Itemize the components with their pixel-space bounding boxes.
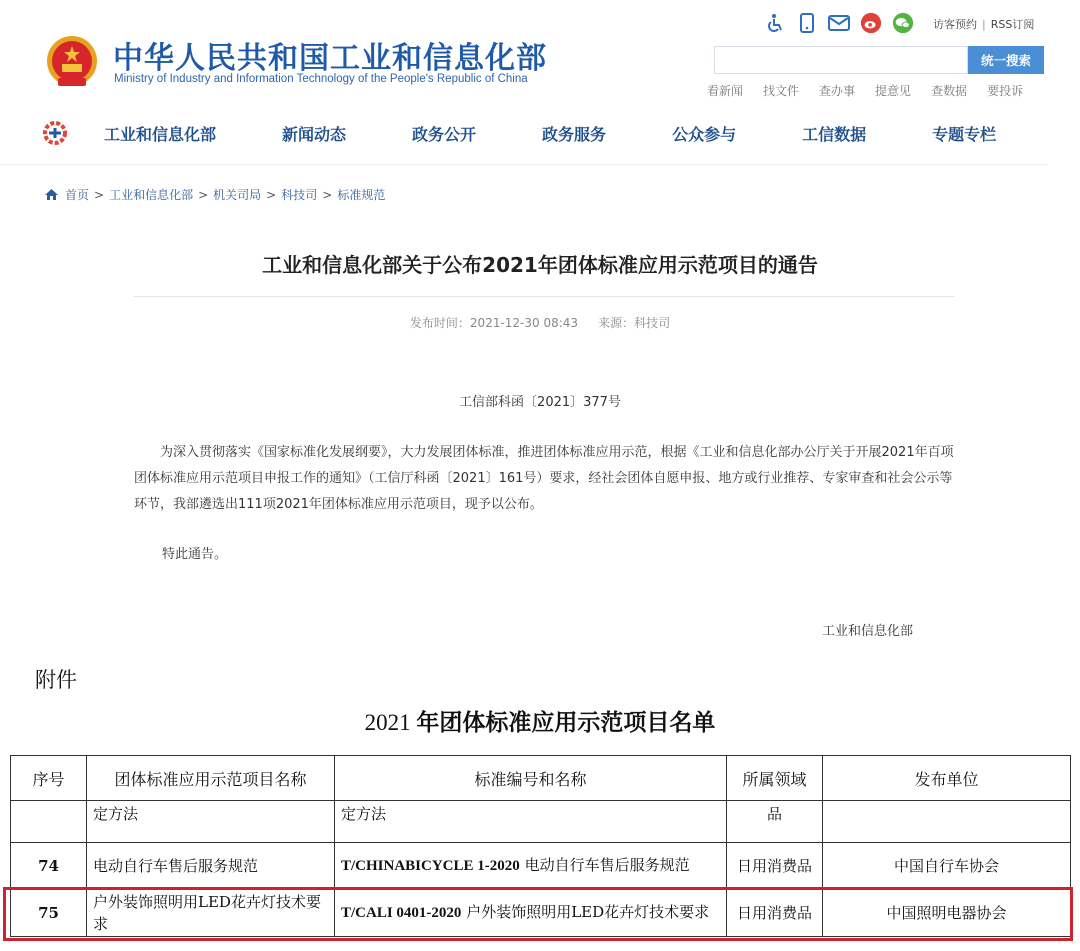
row-number: 74	[11, 843, 87, 889]
quick-links	[707, 82, 1023, 99]
breadcrumb-separator: >	[198, 187, 209, 202]
quick-link-feedback[interactable]: 提意见	[875, 84, 912, 98]
nav-item-news[interactable]: 新闻动态	[282, 125, 347, 144]
breadcrumb-separator: >	[322, 187, 333, 202]
row-standard-name: 定方法	[341, 805, 387, 823]
top-icon-bar	[764, 10, 924, 36]
table-row	[11, 843, 1071, 889]
quick-link-news[interactable]: 看新闻	[707, 84, 744, 98]
source: 科技司	[634, 316, 671, 330]
quick-link-services[interactable]: 查办事	[819, 84, 856, 98]
header-field: 所属领域	[727, 756, 823, 801]
row-standard-name: 电动自行车售后服务规范	[524, 856, 690, 874]
rss-link[interactable]: RSS订阅	[990, 18, 1035, 31]
title-divider	[134, 296, 954, 297]
document-number: 工信部科函〔2021〕377号	[459, 395, 621, 410]
mobile-icon[interactable]	[796, 12, 818, 34]
breadcrumb-standards[interactable]: 标准规范	[337, 188, 386, 202]
row-standard	[335, 889, 727, 937]
publish-label: 发布时间：	[409, 316, 470, 330]
header-number: 序号	[11, 756, 87, 801]
article-body: 为深入贯彻落实《国家标准化发展纲要》，大力发展团体标准，推进团体标准应用示范，根据《工业和信息化部办公厅关于开展2021年百项团体标准应用示范项目申报工作的通知》（工信厅科函〔2021〕161号）要求，经社会团体自愿申报、地方或行业推荐、专家审查和社会公示等环节，我部遴选出111项2021年团体标准应用示范项目，现予以公布。	[134, 445, 954, 512]
nav-item-gov-services[interactable]: 政务服务	[542, 125, 607, 144]
breadcrumb-departments[interactable]: 机关司局	[213, 188, 262, 202]
row-number: 75	[11, 889, 87, 937]
mail-icon[interactable]	[828, 12, 850, 34]
home-icon[interactable]	[44, 188, 59, 201]
quick-link-complaint[interactable]: 要投诉	[987, 84, 1024, 98]
attachment-label: 附件	[35, 668, 77, 692]
ministry-logo-icon[interactable]	[42, 120, 68, 146]
row-field: 品	[727, 801, 823, 843]
row-project-name: 电动自行车售后服务规范	[87, 843, 335, 889]
main-nav	[0, 110, 1048, 154]
attachment-title-text: 年团体标准应用示范项目名单	[416, 710, 716, 736]
row-number	[11, 801, 87, 843]
attachment-title-year: 2021	[364, 710, 411, 735]
visitor-appointment-link[interactable]: 访客预约	[933, 18, 977, 31]
nav-item-data[interactable]: 工信数据	[802, 125, 867, 144]
breadcrumb	[44, 186, 385, 203]
row-publisher: 中国照明电器协会	[823, 889, 1071, 937]
article-title: 工业和信息化部关于公布2021年团体标准应用示范项目的通告	[262, 253, 818, 277]
quick-link-data[interactable]: 查数据	[931, 84, 968, 98]
breadcrumb-ministry[interactable]: 工业和信息化部	[109, 188, 194, 202]
row-publisher: 中国自行车协会	[823, 843, 1071, 889]
source-label: 来源：	[598, 316, 635, 330]
row-field: 日用消费品	[727, 843, 823, 889]
accessibility-icon[interactable]	[764, 12, 786, 34]
attachment-title	[0, 704, 1080, 737]
row-project-name: 定方法	[87, 801, 335, 843]
row-standard-name: 户外装饰照明用LED花卉灯技术要求	[466, 903, 710, 921]
row-standard-code: T/CHINABICYCLE 1-2020	[341, 858, 520, 874]
search-button[interactable]: 统一搜索	[968, 46, 1044, 74]
table-header-row	[11, 756, 1071, 801]
national-emblem-icon	[44, 34, 100, 92]
header-publisher: 发布单位	[823, 756, 1071, 801]
nav-item-gov-affairs[interactable]: 政务公开	[412, 125, 477, 144]
row-publisher	[823, 801, 1071, 843]
site-header	[0, 0, 1048, 165]
table-row	[11, 801, 1071, 843]
breadcrumb-home[interactable]: 首页	[65, 188, 90, 202]
row-standard-code: T/CALI 0401-2020	[341, 905, 462, 921]
standards-table	[10, 755, 1071, 937]
header-project-name: 团体标准应用示范项目名称	[87, 756, 335, 801]
article-meta	[0, 314, 1080, 331]
row-standard	[335, 801, 727, 843]
table-row-highlighted	[11, 889, 1071, 937]
site-subtitle: Ministry of Industry and Information Technology of the People's Republic of China	[114, 73, 528, 85]
header-standard-code: 标准编号和名称	[335, 756, 727, 801]
row-project-name: 户外装饰照明用LED花卉灯技术要求	[87, 889, 335, 937]
nav-item-public-participation[interactable]: 公众参与	[672, 125, 737, 144]
row-standard	[335, 843, 727, 889]
closing-text: 特此通告。	[162, 547, 228, 562]
breadcrumb-separator: >	[266, 187, 277, 202]
site-title: 中华人民共和国工业和信息化部	[113, 41, 547, 76]
search-input[interactable]	[714, 46, 968, 74]
row-field: 日用消费品	[727, 889, 823, 937]
quick-link-files[interactable]: 找文件	[763, 84, 800, 98]
breadcrumb-separator: >	[94, 187, 105, 202]
wechat-icon[interactable]	[892, 12, 914, 34]
nav-item-ministry[interactable]: 工业和信息化部	[104, 125, 217, 144]
signature: 工业和信息化部	[822, 624, 914, 639]
weibo-icon[interactable]	[860, 12, 882, 34]
publish-time: 2021-12-30 08:43	[469, 316, 579, 330]
breadcrumb-science-tech[interactable]: 科技司	[281, 188, 318, 202]
top-links: 访客预约 | RSS订阅	[933, 18, 1035, 31]
nav-item-special-topics[interactable]: 专题专栏	[932, 125, 997, 144]
